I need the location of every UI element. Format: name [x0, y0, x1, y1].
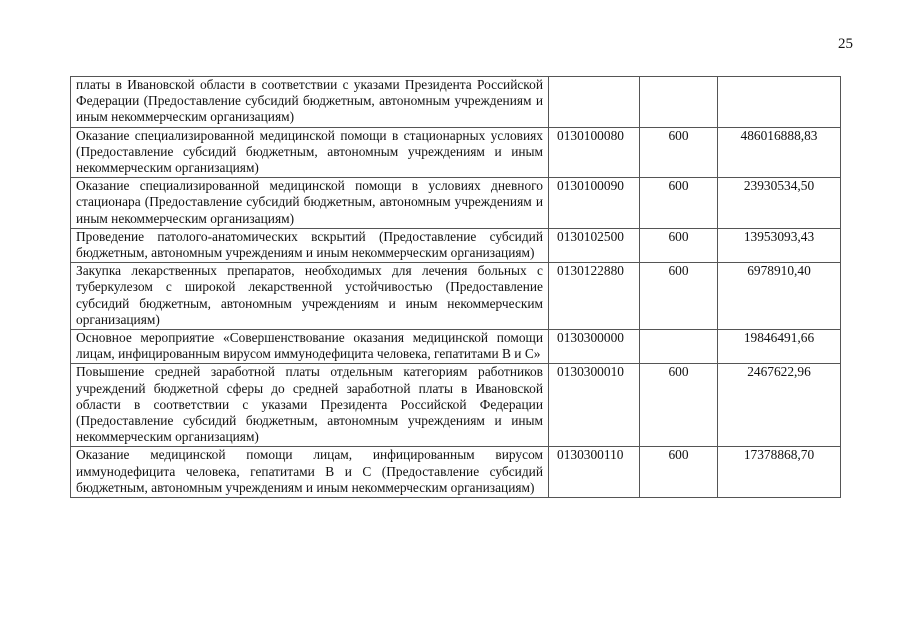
table-row	[71, 127, 841, 178]
row-description: Проведение патолого-анатомических вскрытий (Предоставление субсидий бюджетным, автономным учреждениям и иным некоммерческим организациям)	[71, 228, 549, 262]
row-expense-type	[640, 330, 718, 364]
row-code: 0130300110	[549, 447, 640, 498]
row-expense-type: 600	[640, 364, 718, 447]
row-amount: 19846491,66	[718, 330, 841, 364]
row-expense-type: 600	[640, 228, 718, 262]
page-number: 25	[838, 36, 853, 52]
row-expense-type	[640, 77, 718, 128]
row-description: Оказание специализированной медицинской помощи в условиях дневного стационара (Предоставление субсидий бюджетным, автономным учреждениям и иным некоммерческим организациям)	[71, 178, 549, 229]
row-code: 0130100090	[549, 178, 640, 229]
row-amount	[718, 77, 841, 128]
row-expense-type: 600	[640, 263, 718, 330]
row-amount: 17378868,70	[718, 447, 841, 498]
row-description: Оказание медицинской помощи лицам, инфицированным вирусом иммунодефицита человека, гепатитами В и С (Предоставление субсидий бюджетным, автономным учреждениям и иным некоммерческим организациям)	[71, 447, 549, 498]
row-code: 0130300000	[549, 330, 640, 364]
table-row	[71, 178, 841, 229]
row-expense-type: 600	[640, 447, 718, 498]
row-code: 0130300010	[549, 364, 640, 447]
row-amount: 23930534,50	[718, 178, 841, 229]
table-row	[71, 364, 841, 447]
row-description: Закупка лекарственных препаратов, необходимых для лечения больных с туберкулезом с широкой лекарственной устойчивостью (Предоставление субсидий бюджетным, автономным учреждениям и иным некоммерческим организациям)	[71, 263, 549, 330]
row-description: Основное мероприятие «Совершенствование оказания медицинской помощи лицам, инфицированным вирусом иммунодефицита человека, гепатитами В и С»	[71, 330, 549, 364]
row-amount: 13953093,43	[718, 228, 841, 262]
row-amount: 2467622,96	[718, 364, 841, 447]
row-expense-type: 600	[640, 127, 718, 178]
row-code	[549, 77, 640, 128]
row-code: 0130102500	[549, 228, 640, 262]
row-code: 0130100080	[549, 127, 640, 178]
budget-table	[70, 76, 841, 498]
row-description: платы в Ивановской области в соответствии с указами Президента Российской Федерации (Предоставление субсидий бюджетным, автономным учреждениям и иным некоммерческим организациям)	[71, 77, 549, 128]
table-row	[71, 263, 841, 330]
row-description: Повышение средней заработной платы отдельным категориям работников учреждений бюджетной сферы до средней заработной платы в Ивановской области в соответствии с указами Президента Российской Федерации (Предоставление субсидий бюджетным, автономным учреждениям и иным некоммерческим организациям)	[71, 364, 549, 447]
table-row	[71, 77, 841, 128]
row-amount: 486016888,83	[718, 127, 841, 178]
table-row	[71, 330, 841, 364]
row-code: 0130122880	[549, 263, 640, 330]
table-row	[71, 447, 841, 498]
row-amount: 6978910,40	[718, 263, 841, 330]
row-expense-type: 600	[640, 178, 718, 229]
row-description: Оказание специализированной медицинской помощи в стационарных условиях (Предоставление субсидий бюджетным, автономным учреждениям и иным некоммерческим организациям)	[71, 127, 549, 178]
table-row	[71, 228, 841, 262]
